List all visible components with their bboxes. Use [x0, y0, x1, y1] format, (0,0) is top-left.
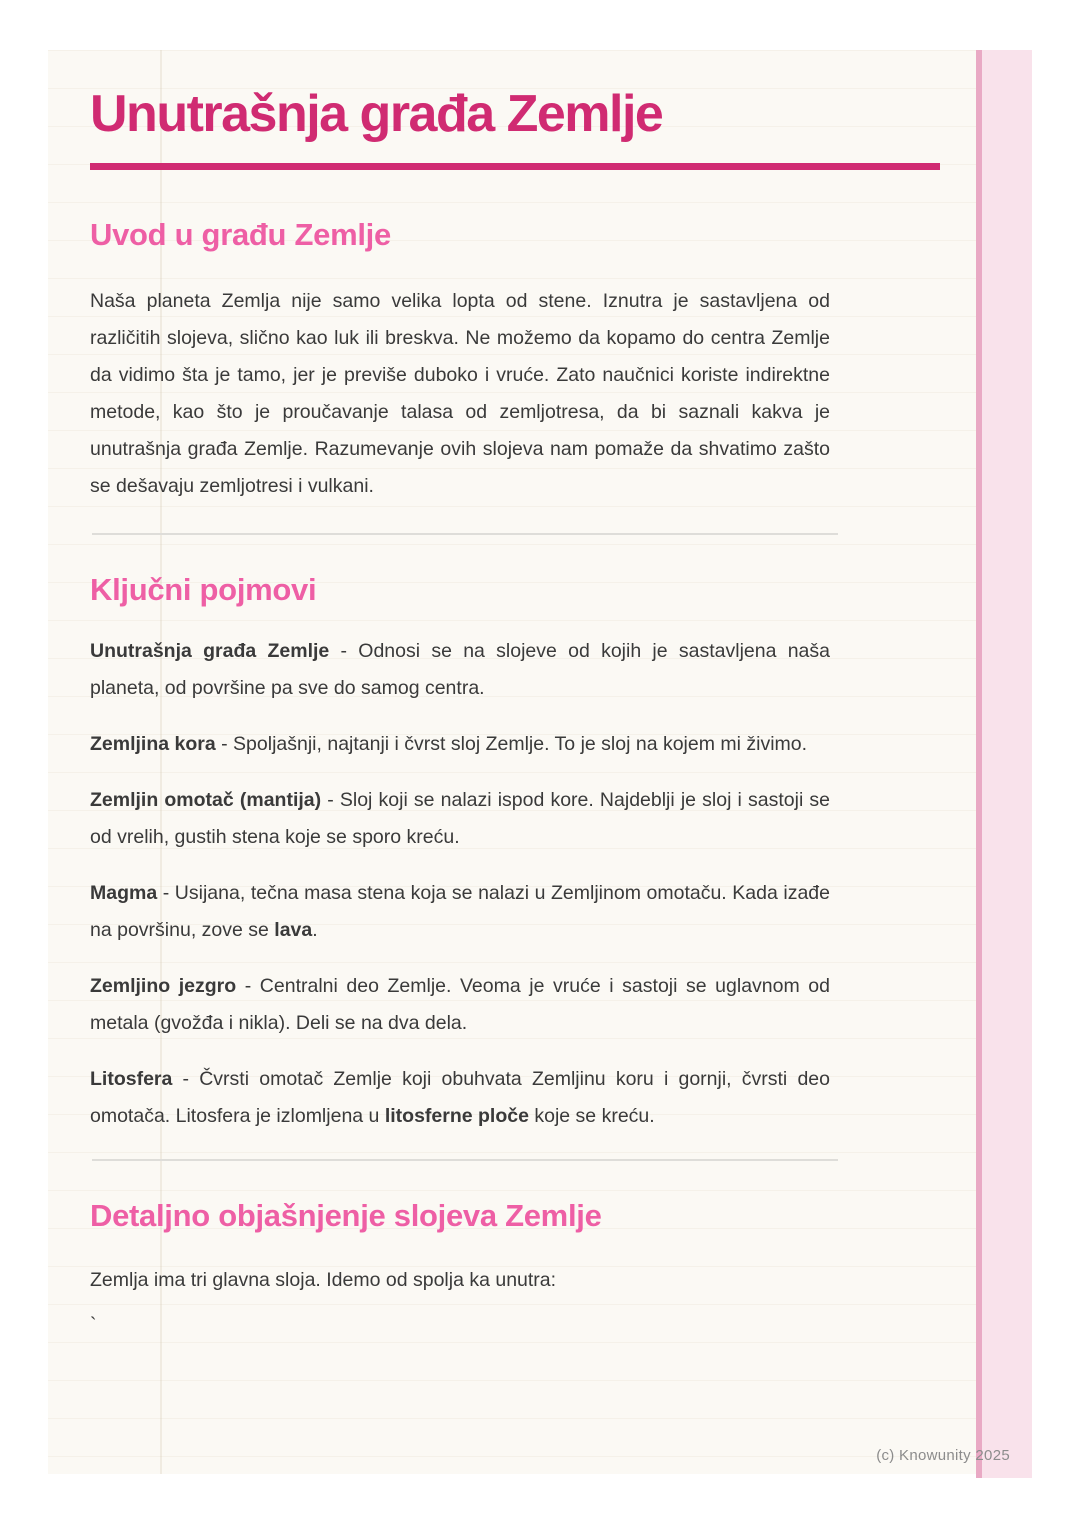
copyright-footer: (c) Knowunity 2025	[876, 1447, 1010, 1464]
key-term-paragraph: Magma - Usijana, tečna masa stena koja se nalazi u Zemljinom omotaču. Kada izađe na površinu, zove se lava.	[90, 881, 830, 941]
key-terms-list	[90, 633, 830, 1135]
title-underline	[90, 163, 940, 170]
section-divider-2	[92, 1159, 838, 1161]
key-term-paragraph: Litosfera - Čvrsti omotač Zemlje koji obuhvata Zemljinu koru i gornji, čvrsti deo omotača. Litosfera je izlomljena u litosferne ploče koje se kreću.	[90, 1067, 830, 1127]
section-divider-1	[92, 533, 838, 535]
page-title: Unutrašnja građa Zemlje	[90, 85, 663, 143]
key-term-paragraph: Unutrašnja građa Zemlje - Odnosi se na slojeve od kojih je sastavljena naša planeta, od površine pa sve do samog centra.	[90, 639, 830, 699]
intro-paragraph: Naša planeta Zemlja nije samo velika lopta od stene. Iznutra je sastavljena od različitih slojeva, slično kao luk ili breskva. Ne možemo da kopamo do centra Zemlje da vidimo šta je tamo, jer je previše duboko i vruće. Zato naučnici koriste indirektne metode, kao što je proučavanje talasa od zemljotresa, da bi saznali kakva je unutrašnja građa Zemlje. Razumevanje ovih slojeva nam pomaže da shvatimo zašto se dešavaju zemljotresi i vulkani.	[90, 290, 830, 498]
detail-intro-paragraph: Zemlja ima tri glavna sloja. Idemo od spolja ka unutra:	[90, 1268, 557, 1291]
section-heading-intro: Uvod u građu Zemlje	[90, 217, 391, 253]
key-term-paragraph: Zemljino jezgro - Centralni deo Zemlje. Veoma je vruće i sastoji se uglavnom od metala (gvožđa i nikla). Deli se na dva dela.	[90, 974, 830, 1034]
section-heading-detail: Detaljno objašnjenje slojeva Zemlje	[90, 1197, 602, 1233]
key-term-paragraph: Zemljin omotač (mantija) - Sloj koji se nalazi ispod kore. Najdeblji je sloj i sastoji se od vrelih, gustih stena koje se sporo kreću.	[90, 788, 831, 848]
key-term-paragraph: Zemljina kora - Spoljašnji, najtanji i čvrst sloj Zemlje. To je sloj na kojem mi živimo.	[90, 732, 808, 755]
document-page	[48, 50, 1032, 1474]
section-heading-key-terms: Ključni pojmovi	[90, 572, 317, 608]
document-content	[48, 86, 1032, 1344]
stray-backtick: `	[90, 1313, 97, 1336]
